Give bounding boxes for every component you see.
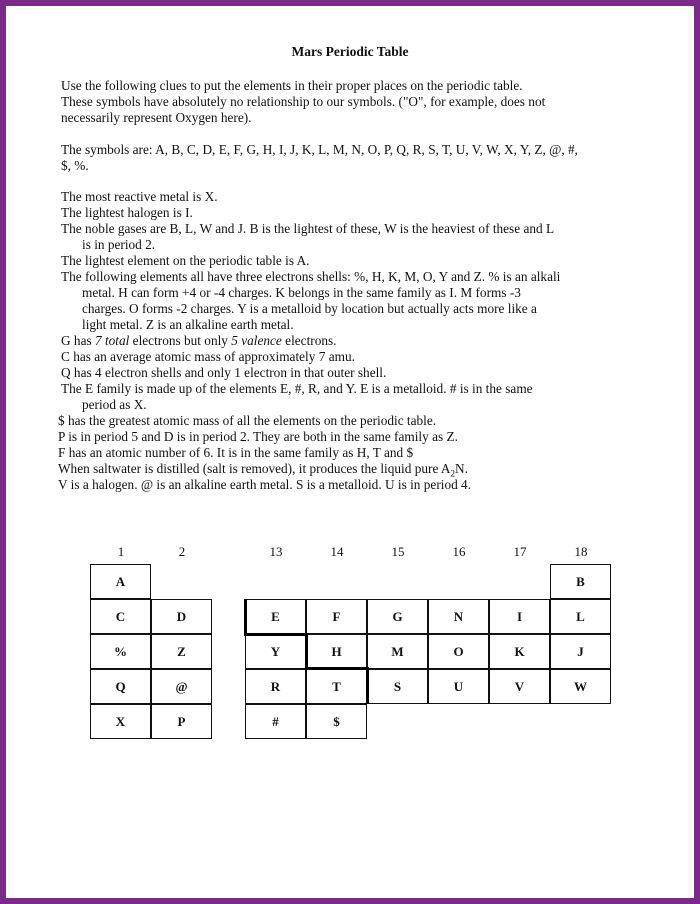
clue-line: P is in period 5 and D is in period 2. They are both in the same family as Z. xyxy=(58,429,458,444)
metalloid-staircase xyxy=(305,667,368,670)
clue-line: F has an atomic number of 6. It is in the same family as H, T and $ xyxy=(58,445,414,460)
element-cell: V xyxy=(489,669,550,704)
element-cell: T xyxy=(306,669,367,704)
clue-line: Q has 4 electron shells and only 1 electron in that outer shell. xyxy=(61,365,387,380)
element-cell: E xyxy=(245,599,306,634)
clue-line: The noble gases are B, L, W and J. B is the lightest of these, W is the heaviest of these and L xyxy=(61,221,555,236)
element-cell: R xyxy=(245,669,306,704)
column-label-13: 13 xyxy=(269,544,283,559)
symbols-line: $, %. xyxy=(61,158,89,173)
clue-text: electrons. xyxy=(281,333,337,348)
element-cell: Q xyxy=(90,669,151,704)
clue-line: C has an average atomic mass of approximately 7 amu. xyxy=(61,349,355,364)
clue-line: period as X. xyxy=(82,397,147,412)
element-cell: F xyxy=(306,599,367,634)
element-cell: $ xyxy=(306,704,367,739)
clue-line: The E family is made up of the elements E, #, R, and Y. E is a metalloid. # is in the same xyxy=(61,381,533,396)
element-cell: X xyxy=(90,704,151,739)
clue-text: G has xyxy=(61,333,95,348)
element-cell: J xyxy=(550,634,611,669)
element-cell: Z xyxy=(151,634,212,669)
column-label-14: 14 xyxy=(330,544,344,559)
element-cell: U xyxy=(428,669,489,704)
clue-text: N. xyxy=(455,461,468,476)
element-cell: L xyxy=(550,599,611,634)
element-cell: A xyxy=(90,564,151,599)
intro-line: These symbols have absolutely no relationship to our symbols. ("O", for example, does not xyxy=(61,94,546,109)
element-cell: @ xyxy=(151,669,212,704)
element-cell: D xyxy=(151,599,212,634)
clue-text: When saltwater is distilled (salt is removed), it produces the liquid pure A xyxy=(58,461,451,476)
metalloid-staircase xyxy=(244,599,247,635)
element-cell: P xyxy=(151,704,212,739)
element-cell: G xyxy=(367,599,428,634)
clue-emphasis: 5 valence xyxy=(231,333,282,348)
element-cell: O xyxy=(428,634,489,669)
element-cell: W xyxy=(550,669,611,704)
clue-line: The most reactive metal is X. xyxy=(61,189,218,204)
column-label-17: 17 xyxy=(513,544,527,559)
element-cell: Y xyxy=(245,634,306,669)
clue-line xyxy=(61,333,337,349)
element-cell: K xyxy=(489,634,550,669)
element-cell: M xyxy=(367,634,428,669)
clue-line: light metal. Z is an alkaline earth metal. xyxy=(82,317,294,332)
element-cell: N xyxy=(428,599,489,634)
clue-line: charges. O forms -2 charges. Y is a metalloid by location but actually acts more like a xyxy=(82,301,537,316)
clue-emphasis: 7 total xyxy=(94,333,130,348)
subscript: 2 xyxy=(450,468,456,479)
symbols-line: The symbols are: A, B, C, D, E, F, G, H, I, J, K, L, M, N, O, P, Q, R, S, T, U, V, W, X, Y, Z, @, #, xyxy=(61,142,578,157)
element-cell: I xyxy=(489,599,550,634)
element-cell: # xyxy=(245,704,306,739)
intro-line: Use the following clues to put the elements in their proper places on the periodic table. xyxy=(61,78,523,93)
clue-line: The lightest element on the periodic table is A. xyxy=(61,253,310,268)
clue-text: electrons but only xyxy=(129,333,232,348)
column-label-1: 1 xyxy=(117,544,125,559)
element-cell: B xyxy=(550,564,611,599)
column-label-2: 2 xyxy=(178,544,186,559)
column-label-18: 18 xyxy=(574,544,588,559)
metalloid-staircase xyxy=(305,633,308,669)
clue-line: metal. H can form +4 or -4 charges. K belongs in the same family as I. M forms -3 xyxy=(82,285,521,300)
element-cell: H xyxy=(306,634,367,669)
clue-line: The following elements all have three electrons shells: %, H, K, M, O, Y and Z. % is an alkali xyxy=(61,269,561,284)
element-cell: C xyxy=(90,599,151,634)
clue-line: $ has the greatest atomic mass of all the elements on the periodic table. xyxy=(58,413,437,428)
element-cell: S xyxy=(367,669,428,704)
clue-line: V is a halogen. @ is an alkaline earth metal. S is a metalloid. U is in period 4. xyxy=(58,477,472,492)
metalloid-staircase xyxy=(366,667,369,704)
clue-line: is in period 2. xyxy=(82,237,156,252)
element-cell: % xyxy=(90,634,151,669)
metalloid-staircase xyxy=(244,633,307,636)
intro-line: necessarily represent Oxygen here). xyxy=(61,110,252,125)
page-title: Mars Periodic Table xyxy=(291,44,409,59)
clue-line: The lightest halogen is I. xyxy=(61,205,193,220)
column-label-16: 16 xyxy=(452,544,466,559)
column-label-15: 15 xyxy=(391,544,405,559)
